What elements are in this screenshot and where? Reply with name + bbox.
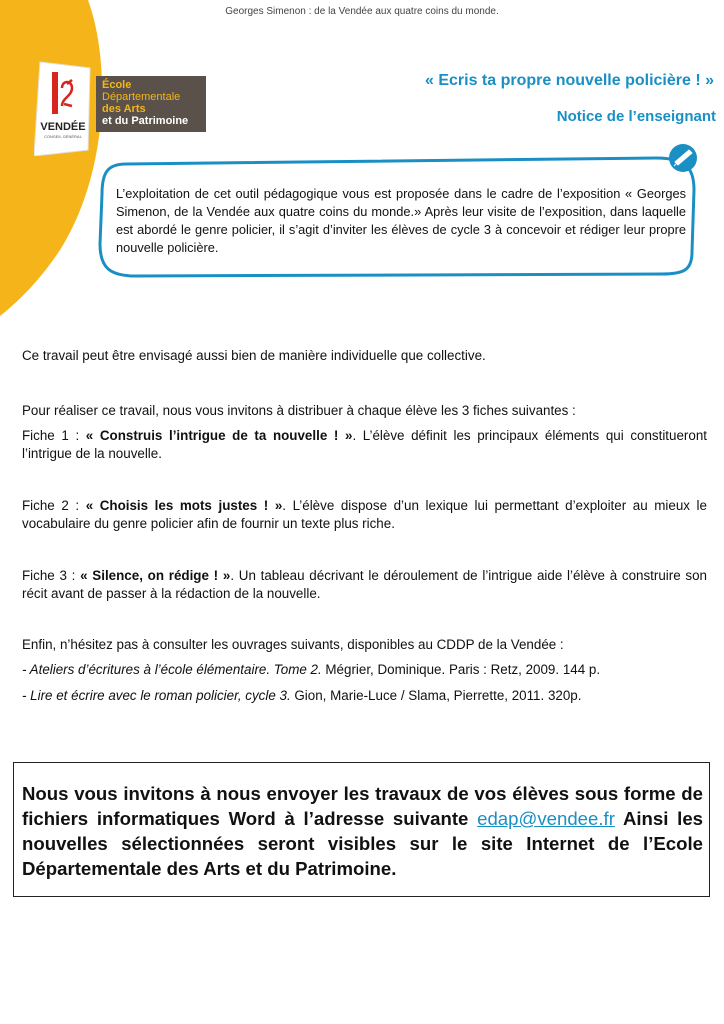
paragraph-distribute: Pour réaliser ce travail, nous vous invitons à distribuer à chaque élève les 3 fiches suivantes :: [22, 403, 576, 418]
page-title: « Ecris ta propre nouvelle policière ! »: [425, 72, 714, 89]
fiche-3: [22, 567, 707, 603]
fiche-2-prefix: Fiche 2 :: [22, 498, 86, 513]
edap-logo-line2: Départementale: [102, 91, 181, 103]
call-to-action-box: [13, 762, 710, 897]
fiche-2: [22, 497, 707, 533]
edap-logo-line4: et du Patrimoine: [102, 115, 189, 127]
vendee-logo-sub: CONSEIL GÉNÉRAL: [44, 134, 82, 139]
book-2-title: - Lire et écrire avec le roman policier, cycle 3.: [22, 688, 291, 703]
fiche-2-title: « Choisis les mots justes ! »: [85, 498, 283, 513]
pen-icon: [669, 144, 697, 172]
running-header: Georges Simenon : de la Vendée aux quatre coins du monde.: [225, 6, 499, 17]
cta-text-before: Nous vous invitons à nous envoyer les travaux de vos élèves sous forme de fichiers informatiques Word à l’adresse suivante: [22, 783, 703, 829]
fiche-3-title: « Silence, on rédige ! »: [80, 568, 231, 583]
vendee-logo: [34, 60, 92, 156]
paragraph-individual: Ce travail peut être envisagé aussi bien de manière individuelle que collective.: [22, 348, 486, 363]
fiche-3-text: . Un tableau décrivant le déroulement de l’intrigue aide l’élève à construire son récit avant de passer à la rédaction de la nouvelle.: [22, 568, 707, 601]
edap-logo-line1: École: [102, 79, 132, 91]
book-2-ref: Gion, Marie-Luce / Slama, Pierrette, 2011. 320p.: [290, 688, 582, 703]
edap-logo-line3: des Arts: [102, 103, 146, 115]
paragraph-books: Enfin, n’hésitez pas à consulter les ouvrages suivants, disponibles au CDDP de la Vendée :: [22, 637, 564, 652]
fiche-1-prefix: Fiche 1 :: [22, 428, 86, 443]
email-link[interactable]: edap@vendee.fr: [477, 808, 615, 829]
fiche-2-text: . L’élève dispose d’un lexique lui permettant d’exploiter au mieux le vocabulaire du genre policier afin de fournir un texte plus riche.: [22, 498, 707, 531]
fiche-1-text: . L’élève définit les principaux éléments qui constitueront l’intrigue de la nouvelle.: [22, 428, 707, 461]
fiche-1: [22, 427, 707, 463]
intro-text: L’exploitation de cet outil pédagogique vous est proposée dans le cadre de l’exposition « Georges Simenon, de la Vendée aux quatre coins du monde.» Après leur visite de l’exposition, dans laquelle est abordé le genre policier, il s’agit d’inviter les élèves de cycle 3 à concevoir et rédiger leur propre nouvelle policière.: [116, 186, 686, 255]
cta-text-after: Ainsi les nouvelles sélectionnées seront visibles sur le site Internet de l’Ecole Départementale des Arts et du Patrimoine.: [22, 808, 703, 879]
book-1-ref: Mégrier, Dominique. Paris : Retz, 2009. 144 p.: [321, 662, 601, 677]
edap-logo: [96, 76, 206, 132]
book-2: [22, 687, 707, 705]
page-subtitle: Notice de l’enseignant: [556, 108, 716, 125]
book-1: [22, 661, 707, 679]
book-1-title: - Ateliers d’écritures à l’école élémentaire. Tome 2.: [22, 662, 322, 677]
vendee-logo-name: VENDÉE: [40, 121, 86, 133]
fiche-1-title: « Construis l’intrigue de ta nouvelle ! »: [85, 428, 353, 443]
fiche-3-prefix: Fiche 3 :: [22, 568, 81, 583]
